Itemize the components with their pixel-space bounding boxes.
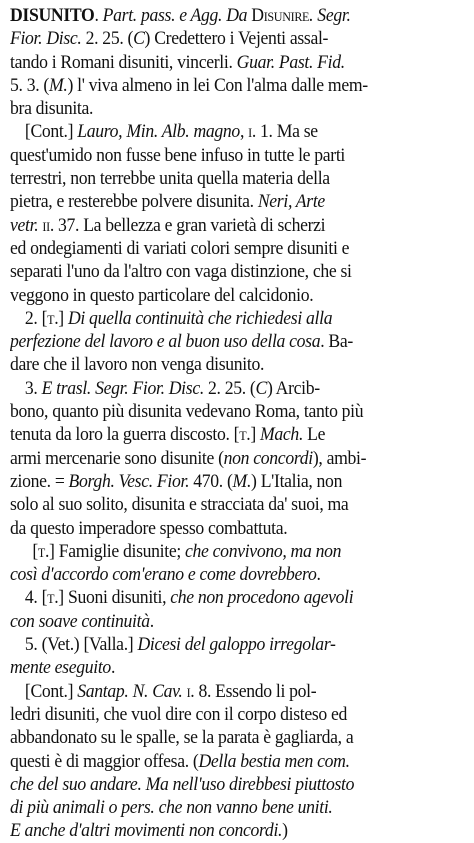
text-segment: da questo imperadore spesso combattuta.: [10, 517, 288, 539]
text-line: [10, 400, 436, 423]
text-segment: M.: [48, 74, 68, 96]
text-segment: solo al suo solito, disunita e stracciata da' suoi, ma: [10, 494, 349, 516]
text-segment: .: [94, 5, 103, 26]
text-segment: C: [133, 28, 145, 50]
text-segment: 470. (: [189, 470, 233, 492]
text-line: [10, 796, 436, 819]
text-line: [10, 656, 436, 679]
text-segment: 2. 25. (: [203, 377, 256, 399]
text-segment: che convivono, ma non: [185, 540, 342, 562]
text-segment: i: [186, 680, 191, 702]
text-segment: t: [47, 307, 55, 329]
text-segment: .]: [246, 424, 261, 446]
text-segment: .: [316, 564, 321, 586]
text-line: [10, 190, 436, 213]
text-segment: Neri, Arte: [257, 191, 325, 213]
text-segment: mente eseguito: [10, 657, 111, 679]
text-segment: 2. [: [24, 307, 48, 329]
text-segment: t: [37, 540, 45, 562]
text-segment: [Cont.]: [24, 121, 78, 143]
text-line: [10, 540, 436, 563]
text-line: [10, 726, 436, 749]
text-segment: 2. 25. (: [81, 28, 134, 50]
text-segment: Della bestia men com.: [198, 750, 350, 772]
text-segment: . 37. La bellezza e gran varietà di scherzi: [49, 214, 326, 236]
text-segment: veggono in questo particolare del calcidonio.: [10, 284, 314, 306]
text-segment: questi è di maggior offesa. (: [10, 750, 199, 772]
text-segment: ), ambi-: [312, 447, 367, 469]
text-line: [10, 284, 436, 307]
text-segment: ): [282, 820, 288, 842]
text-line: [10, 97, 436, 120]
text-segment: non concordi: [223, 447, 313, 469]
text-segment: Fior. Disc.: [10, 28, 82, 50]
text-segment: abbandonato su le spalle, se la parata è gagliarda, a: [10, 727, 354, 749]
text-segment: Santap. N. Cav.: [77, 680, 183, 702]
text-segment: dare che il lavoro non venga disunito.: [10, 354, 265, 376]
text-segment: E trasl. Segr. Fior. Disc.: [41, 377, 204, 399]
dictionary-entry-disunito: [10, 4, 468, 843]
text-segment: così d'accordo com'erano e come dovrebbero: [10, 564, 317, 586]
text-segment: zione. =: [10, 470, 69, 492]
text-segment: Part. pass. e Agg. Da: [102, 5, 252, 26]
text-segment: pietra, e resterebbe polvere disunita.: [10, 191, 258, 213]
text-line: [10, 423, 436, 446]
text-segment: ) Arcib-: [266, 377, 320, 399]
text-segment: di più animali o pers. che non vanno bene uniti.: [10, 797, 333, 819]
text-segment: Dicesi del galoppo irregolar-: [137, 634, 336, 656]
text-segment: 5. 3. (: [10, 74, 49, 96]
text-line: [10, 120, 436, 143]
text-line: [10, 447, 436, 470]
text-segment: Guar. Past. Fid.: [236, 51, 345, 73]
text-line: [10, 610, 436, 633]
text-segment: Lauro, Min. Alb. magno: [77, 121, 240, 143]
text-segment: ) L'Italia, non: [251, 470, 343, 492]
text-line: [10, 51, 436, 74]
text-segment: t: [239, 424, 247, 446]
text-segment: ed ondegiamenti di variati colori sempre disuniti e: [10, 237, 350, 259]
text-segment: Borgh. Vesc. Fior.: [68, 470, 190, 492]
text-line: [10, 750, 436, 773]
text-line: [10, 819, 436, 842]
text-segment: .]: [54, 307, 68, 329]
text-line: [10, 633, 436, 656]
text-segment: tenuta da loro la guerra discosto. [: [10, 424, 240, 446]
text-segment: armi mercenarie sono disunite (: [10, 447, 224, 469]
text-segment: Mach.: [260, 424, 304, 446]
text-line: [10, 307, 436, 330]
text-segment: che non procedono agevoli: [170, 587, 354, 609]
text-segment: perfezione del lavoro e al buon uso della cosa: [10, 331, 321, 353]
text-segment: che del suo andare. Ma nell'uso direbbesi piuttosto: [10, 773, 355, 795]
text-segment: 4. [: [24, 587, 48, 609]
text-segment: .] Suoni disuniti,: [54, 587, 171, 609]
text-segment: Le: [303, 424, 326, 446]
text-segment: .] Famiglie disunite;: [44, 540, 186, 562]
text-line: [10, 260, 436, 283]
text-line: [10, 563, 436, 586]
text-segment: ii: [42, 214, 50, 236]
text-segment: vetr.: [10, 214, 39, 236]
text-segment: tando i Romani disuniti, vincerli.: [10, 51, 237, 73]
text-segment: M.: [232, 470, 252, 492]
text-segment: ) l' viva almeno in lei Con l'alma dalle mem-: [67, 74, 368, 96]
text-line: [10, 586, 436, 609]
text-segment: .: [149, 610, 154, 632]
text-segment: Disunire: [251, 5, 310, 26]
text-segment: con soave continuità: [10, 610, 150, 632]
text-segment: . 1. Ma se: [251, 121, 318, 143]
text-segment: . 8. Essendo li pol-: [190, 680, 317, 702]
text-line: [10, 470, 436, 493]
text-segment: . Ba-: [320, 331, 353, 353]
text-line: [10, 74, 436, 97]
text-segment: bono, quanto più disunita vedevano Roma, tanto più: [10, 401, 364, 423]
text-segment: 5. (Vet.) [Valla.]: [24, 634, 138, 656]
text-segment: C: [255, 377, 267, 399]
text-segment: terrestri, non terrebbe unita quella materia della: [10, 168, 330, 190]
text-line: [10, 27, 436, 50]
text-segment: quest'umido non fusse bene infuso in tutte le parti: [10, 144, 346, 166]
text-line: [10, 214, 436, 237]
text-segment: 3.: [24, 377, 42, 399]
text-segment: .: [110, 657, 116, 679]
text-segment: ,: [239, 121, 249, 143]
text-line: [10, 144, 436, 167]
text-segment: t: [47, 587, 55, 609]
text-line: [10, 353, 436, 376]
text-segment: Di quella continuità che richiedesi alla: [67, 307, 333, 329]
text-segment: E anche d'altri movimenti non concordi.: [10, 820, 283, 842]
text-segment: i: [248, 121, 252, 143]
text-line: [10, 377, 436, 400]
text-segment: [Cont.]: [24, 680, 78, 702]
text-segment: . Segr.: [309, 5, 351, 26]
text-line: [10, 703, 436, 726]
text-line: [10, 237, 436, 260]
text-line: [10, 167, 436, 190]
headword: DISUNITO: [10, 5, 95, 26]
text-segment: separati l'uno da l'altro con vaga distinzione, che si: [10, 261, 352, 283]
text-segment: [: [32, 540, 38, 562]
text-segment: ) Credettero i Vejenti assal-: [144, 28, 329, 50]
text-line: [10, 680, 436, 703]
text-line: [10, 773, 436, 796]
text-line: [10, 330, 436, 353]
text-line: [10, 517, 436, 540]
text-segment: ledri disuniti, che vuol dire con il corpo disteso ed: [10, 703, 348, 725]
text-line: [10, 4, 436, 27]
text-line: [10, 493, 436, 516]
text-segment: bra disunita.: [10, 98, 94, 120]
